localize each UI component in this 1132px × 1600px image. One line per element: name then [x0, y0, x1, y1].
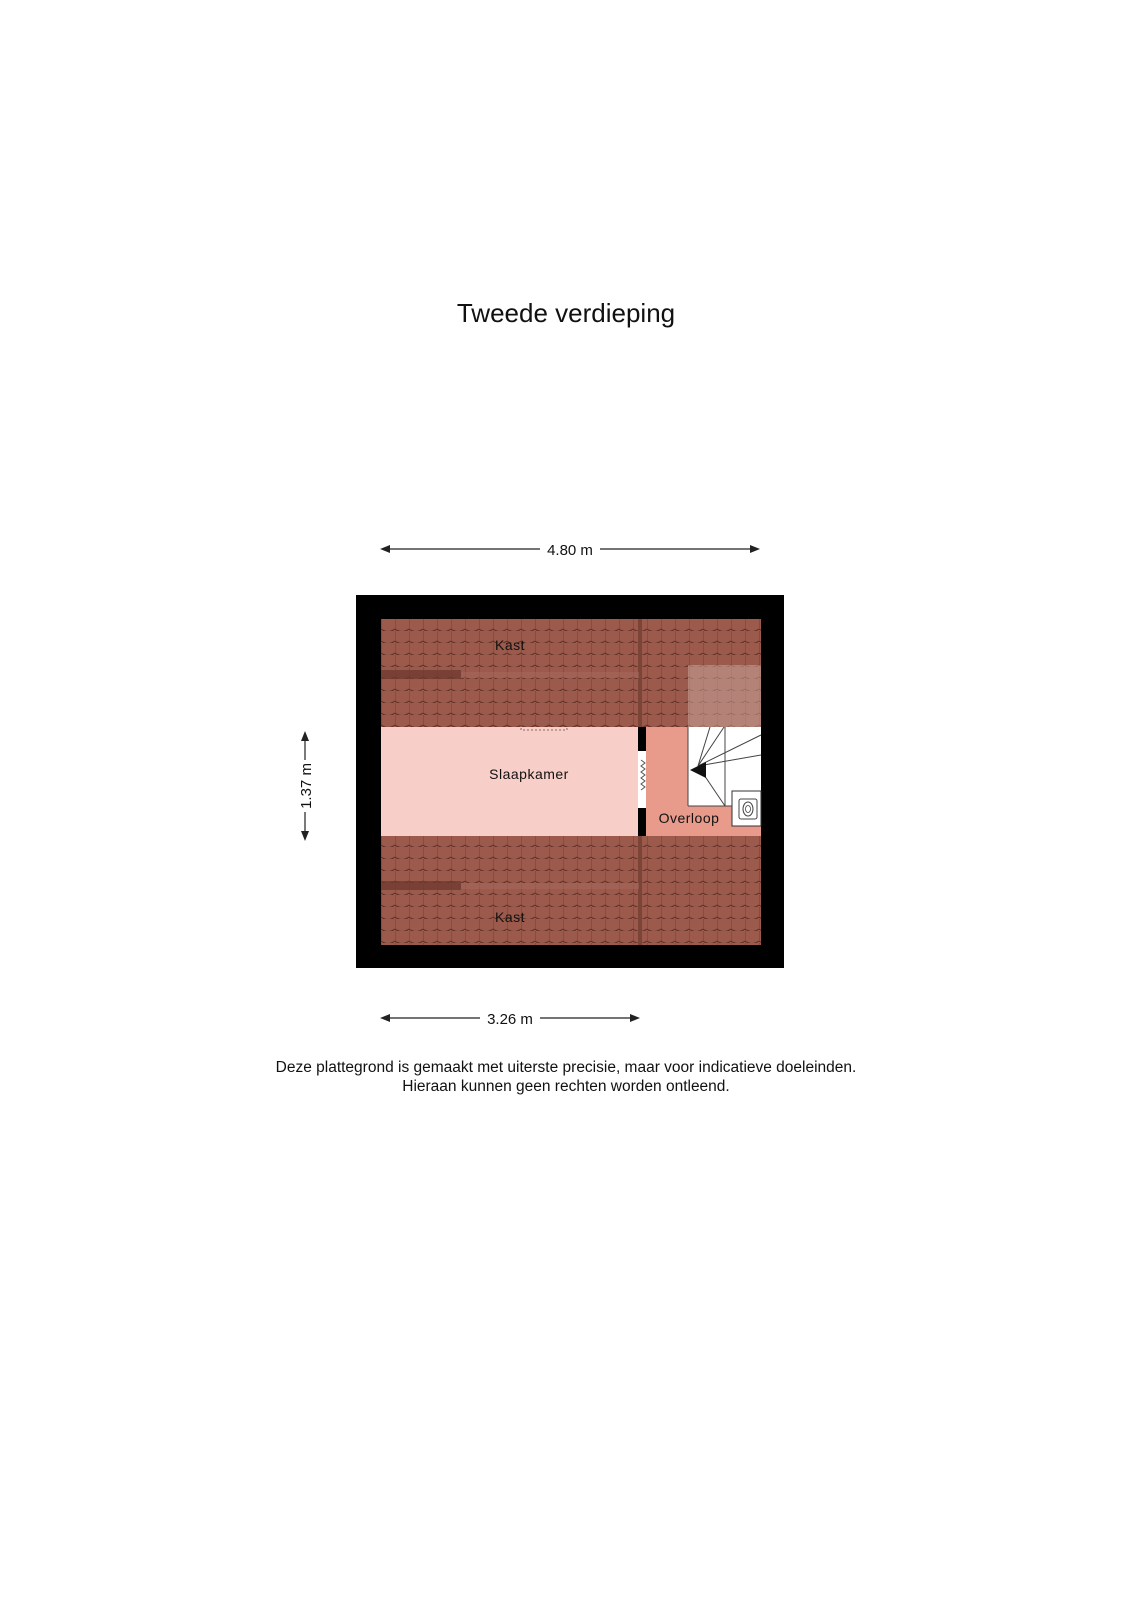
door-opening	[638, 751, 646, 808]
dimension-top-label: 4.80 m	[547, 542, 593, 559]
room-label-kast-bottom: Kast	[494, 909, 526, 925]
dimension-height-label: 1.37 m	[298, 763, 315, 809]
room-label-slaapkamer: Slaapkamer	[489, 766, 569, 782]
beam-top	[381, 670, 461, 679]
disclaimer-line-1: Deze plattegrond is gemaakt met uiterste precisie, maar voor indicatieve doeleinden.	[275, 1059, 857, 1076]
skylight-area	[688, 665, 761, 727]
beam-top-faded	[461, 672, 639, 678]
toilet-icon	[739, 799, 757, 819]
partition-wall-bottom	[638, 808, 646, 836]
dimension-bottom-label: 3.26 m	[487, 1011, 533, 1028]
dimension-bottom	[380, 1011, 640, 1028]
page-title: Tweede verdieping	[456, 298, 676, 328]
disclaimer	[0, 1058, 1132, 1096]
dimension-height	[298, 731, 315, 841]
roof-divider-lower	[638, 836, 642, 945]
room-label-overloop: Overloop	[658, 810, 720, 826]
disclaimer-line-2: Hieraan kunnen geen rechten worden ontleend.	[402, 1078, 730, 1095]
dimension-top	[380, 542, 760, 559]
room-label-kast-top: Kast	[494, 637, 526, 653]
roof-area-bottom	[381, 836, 761, 945]
partition-wall-top	[638, 727, 646, 751]
beam-bottom	[381, 881, 461, 890]
beam-bottom-faded	[461, 883, 639, 889]
